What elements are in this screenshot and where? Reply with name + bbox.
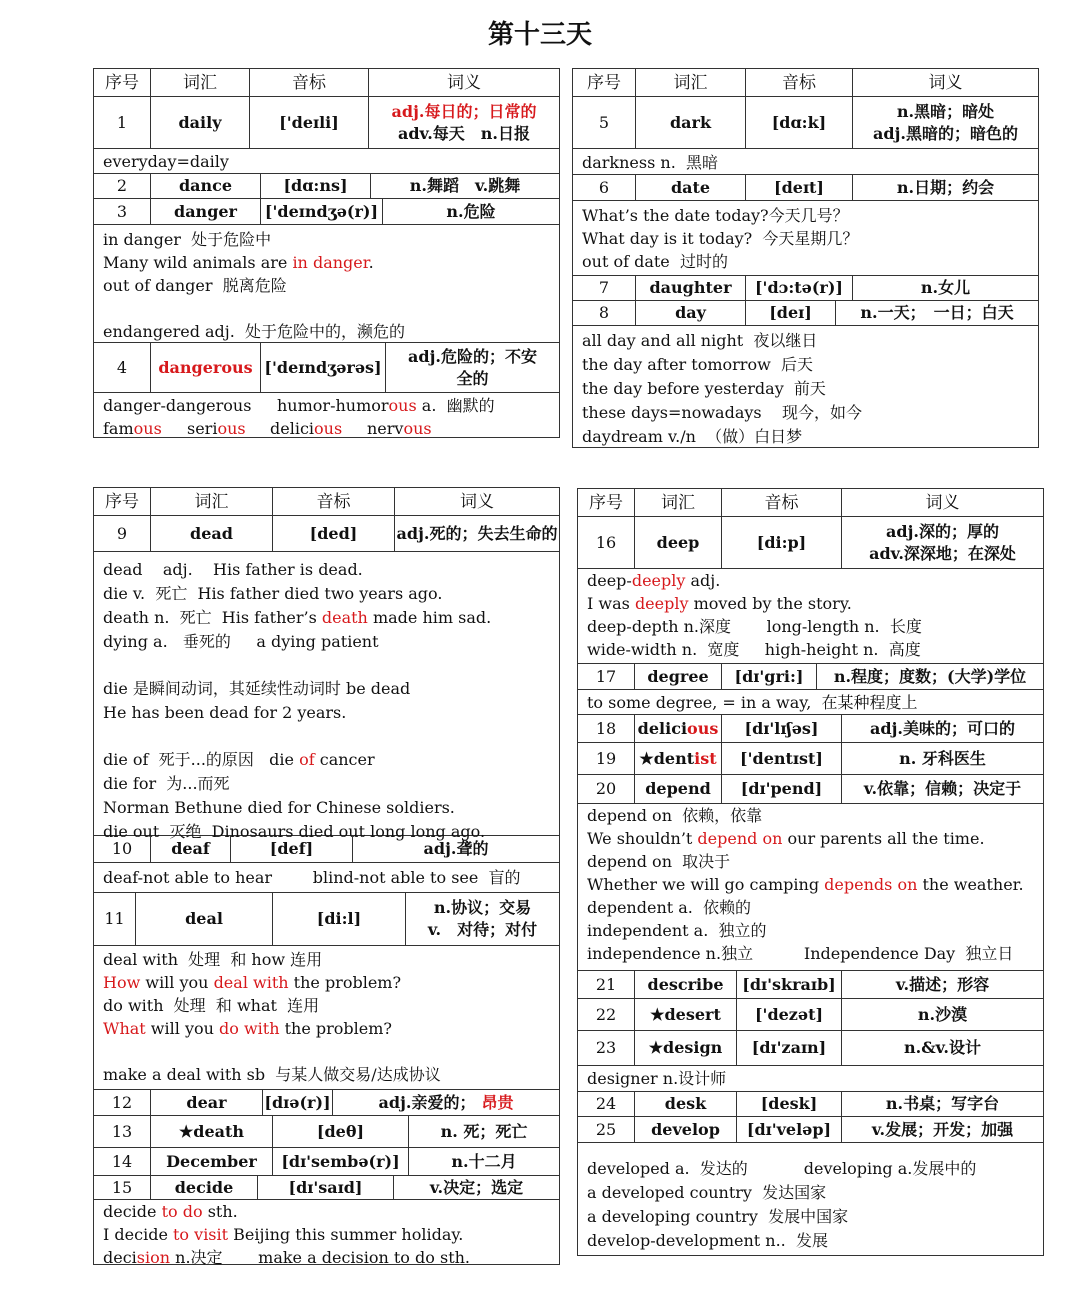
word-number: 25	[578, 1117, 635, 1142]
word-meaning	[842, 517, 1043, 568]
word-phonetic: [dɪ'pend]	[722, 775, 842, 803]
word-number: 22	[578, 999, 635, 1030]
word-row	[578, 743, 1043, 775]
note-block	[573, 201, 1038, 276]
note-line	[103, 606, 550, 630]
note-line: Norman Bethune died for Chinese soldiers.	[103, 798, 455, 817]
note-line: these days=nowadays 现今，如今	[582, 403, 862, 422]
word-part: ★dent	[639, 748, 695, 768]
note-text: will you	[140, 973, 214, 992]
note-text: .	[368, 253, 374, 272]
word-entry: dangerous	[151, 343, 261, 392]
word-row	[94, 893, 559, 946]
note-highlight: ous	[388, 396, 417, 415]
header-num: 序号	[94, 488, 151, 515]
word-number: 16	[578, 517, 635, 568]
word-row	[578, 664, 1043, 690]
word-phonetic: [dɪə(r)]	[263, 1090, 333, 1115]
word-row	[94, 1176, 559, 1200]
word-phonetic: [di:p]	[722, 517, 842, 568]
note-highlight: depend on	[697, 829, 783, 848]
note-line: independence n.独立 Independence Day 独立日	[587, 944, 1014, 963]
word-phonetic: [deθ]	[273, 1116, 409, 1147]
word-number: 23	[578, 1031, 635, 1065]
word-row	[573, 97, 1038, 149]
note-block	[573, 149, 1038, 175]
word-part: delici	[637, 718, 688, 738]
note-line: die v. 死亡 His father died two years ago.	[103, 584, 443, 603]
note-line: to some degree, = in a way, 在某种程度上	[587, 693, 918, 712]
note-line: out of danger 脱离危险	[103, 276, 287, 295]
meaning-line: v. 对待；对付	[427, 920, 538, 939]
word-phonetic: [dɪ'gri:]	[722, 664, 817, 689]
note-highlight: ous	[314, 419, 343, 438]
note-line: in danger 处于危险中	[103, 230, 272, 249]
word-meaning: n.舞蹈 v.跳舞	[409, 176, 521, 195]
word-phonetic: [deɪ]	[746, 301, 836, 325]
word-meaning: adj.美味的；可口的	[870, 718, 1015, 738]
note-block	[94, 552, 559, 841]
meaning-line: adj.每日的；日常的	[391, 101, 537, 121]
header-num: 序号	[94, 69, 151, 96]
header-meaning: 词义	[925, 492, 960, 513]
word-row	[578, 715, 1043, 743]
word-entry: danger	[151, 199, 261, 224]
note-highlight: of	[299, 750, 315, 769]
word-meaning	[369, 97, 559, 148]
note-line: die for 为...而死	[103, 774, 230, 793]
word-row	[94, 1090, 559, 1116]
word-phonetic: [dɪ'veləp]	[737, 1117, 842, 1142]
word-phonetic: [di:l]	[273, 893, 406, 945]
word-number: 1	[94, 97, 151, 148]
meaning-line: adj.亲爱的；	[378, 1092, 476, 1112]
note-block	[94, 393, 559, 437]
note-text: n.决定 make a decision to do sth.	[170, 1248, 471, 1267]
note-text: We shouldn’t	[587, 829, 698, 848]
word-number: 12	[94, 1090, 151, 1115]
header-meaning: 词义	[447, 72, 481, 93]
word-phonetic: ['dɔ:tə(r)]	[746, 276, 853, 300]
note-block	[578, 804, 1043, 971]
word-row	[94, 1116, 559, 1148]
word-phonetic: [def]	[231, 836, 353, 862]
word-phonetic: [desk]	[737, 1092, 842, 1116]
word-meaning: v.决定；选定	[429, 1177, 524, 1197]
word-highlight: ous	[687, 718, 719, 738]
word-number: 21	[578, 971, 635, 998]
header-meaning: 词义	[928, 72, 963, 93]
word-meaning: v.发展；开发；加强	[871, 1119, 1014, 1139]
word-row	[578, 999, 1043, 1031]
note-text: moved by the story.	[688, 594, 852, 613]
header-meaning: 词义	[460, 491, 494, 512]
note-line: developed a. 发达的 developing a.发展中的	[587, 1159, 977, 1178]
note-text: deci	[103, 1248, 137, 1267]
word-number: 2	[94, 174, 151, 198]
word-meaning: adj.聋的	[423, 839, 489, 858]
header-word: 词汇	[636, 69, 746, 96]
word-phonetic: [dɪ'saɪd]	[258, 1176, 394, 1199]
note-line: He has been dead for 2 years.	[103, 703, 347, 722]
note-highlight: death	[321, 608, 368, 627]
note-line: the day before yesterday 前天	[582, 379, 826, 398]
note-line: deal with 处理 和 how 连用	[103, 950, 323, 969]
note-text: fam	[103, 419, 134, 438]
note-line: the day after tomorrow 后天	[582, 355, 813, 374]
word-number: 20	[578, 775, 635, 803]
note-text: made him sad.	[367, 608, 492, 627]
word-row	[573, 301, 1038, 326]
note-text: nerv	[367, 419, 404, 438]
vocab-table-1	[93, 68, 560, 438]
note-highlight: How	[103, 973, 141, 992]
table-header	[94, 69, 559, 97]
word-phonetic: [dɪ'zaɪn]	[737, 1031, 842, 1065]
note-line: develop-development n.. 发展	[587, 1231, 828, 1250]
word-entry	[635, 743, 722, 774]
note-block	[578, 569, 1043, 664]
word-row	[94, 97, 559, 149]
note-text: humor-humor	[277, 396, 389, 415]
note-line	[103, 971, 550, 994]
meaning-line: adj.黑暗的；暗色的	[873, 123, 1018, 143]
vocab-table-3	[93, 487, 560, 1265]
word-row	[578, 1031, 1043, 1066]
note-line: a developed country 发达国家	[587, 1183, 827, 1202]
word-phonetic: ['deɪndʒərəs]	[261, 343, 386, 392]
word-entry: deal	[136, 893, 273, 945]
note-text: cancer	[314, 750, 375, 769]
note-highlight: ous	[217, 419, 246, 438]
word-row	[578, 1117, 1043, 1143]
note-line: daydream v./n （做）白日梦	[582, 427, 803, 446]
word-row	[94, 343, 559, 393]
note-line: designer n.设计师	[587, 1069, 727, 1088]
table-header	[578, 489, 1043, 517]
note-highlight: deeply	[631, 571, 686, 590]
word-phonetic: [dɑ:k]	[746, 97, 853, 148]
word-row	[578, 971, 1043, 999]
vocab-table-2	[572, 68, 1039, 448]
note-line	[587, 873, 1034, 896]
word-entry: depend	[635, 775, 722, 803]
word-meaning: n. 死；死亡	[440, 1121, 528, 1141]
header-word: 词汇	[635, 489, 722, 516]
word-entry: deep	[635, 517, 722, 568]
word-entry: deaf	[151, 836, 231, 862]
word-row	[94, 516, 559, 552]
note-text: I was	[587, 594, 635, 613]
word-entry: desk	[635, 1092, 737, 1116]
note-line	[103, 1200, 550, 1223]
note-line	[587, 569, 1034, 592]
word-meaning: n. 牙科医生	[899, 748, 986, 768]
vocab-table-4	[577, 488, 1044, 1256]
word-meaning: n.十二月	[451, 1151, 517, 1171]
word-entry: dark	[636, 97, 746, 148]
note-line	[587, 592, 1034, 615]
note-text: sth.	[202, 1202, 238, 1221]
header-word: 词汇	[151, 69, 250, 96]
note-line: make a deal with sb 与某人做交易/达成协议	[103, 1065, 441, 1084]
word-row	[94, 199, 559, 225]
word-meaning	[386, 343, 559, 392]
word-entry: decide	[151, 1176, 258, 1199]
note-text: deep-	[587, 571, 632, 590]
note-text: the problem?	[288, 973, 402, 992]
note-line: deaf-not able to hear blind-not able to see 盲的	[103, 868, 521, 887]
word-meaning: adj.死的；失去生命的	[396, 523, 558, 543]
note-highlight: What	[103, 1019, 146, 1038]
header-phonetic: 音标	[250, 69, 369, 96]
word-phonetic: ['deɪli]	[250, 97, 369, 148]
note-line: What’s the date today?今天几号？	[582, 206, 849, 225]
table-header	[94, 488, 559, 516]
note-block	[94, 149, 559, 174]
header-phonetic: 音标	[746, 69, 853, 96]
note-line: everyday=daily	[103, 152, 229, 171]
word-row	[578, 775, 1043, 804]
note-block	[578, 690, 1043, 715]
word-number: 9	[94, 516, 151, 551]
note-text: die of 死于...的原因 die	[103, 750, 300, 769]
note-block	[578, 1143, 1043, 1263]
word-entry: develop	[635, 1117, 737, 1142]
table-header	[573, 69, 1038, 97]
note-line: die 是瞬间动词，其延续性动词时 be dead	[103, 679, 411, 698]
note-line: darkness n. 黑暗	[582, 153, 718, 172]
note-line: do with 处理 和 what 连用	[103, 996, 320, 1015]
note-spacer	[103, 297, 550, 320]
note-line: dependent a. 依赖的	[587, 898, 752, 917]
word-meaning: n.女儿	[920, 278, 971, 297]
word-row	[573, 175, 1038, 201]
word-meaning	[406, 893, 559, 945]
word-entry	[635, 715, 722, 742]
word-entry: December	[151, 1148, 273, 1175]
word-meaning: n.日期；约会	[896, 177, 995, 197]
note-highlight: ous	[403, 419, 432, 438]
note-block	[94, 1200, 559, 1270]
word-number: 24	[578, 1092, 635, 1116]
note-line	[103, 251, 550, 274]
note-block	[573, 326, 1038, 450]
word-row	[578, 517, 1043, 569]
note-highlight: depends on	[824, 875, 918, 894]
meaning-line: adj.危险的；不安	[408, 346, 537, 366]
note-line	[103, 417, 550, 440]
note-highlight: to visit	[173, 1225, 229, 1244]
word-number: 3	[94, 199, 151, 224]
note-text: Beijing this summer holiday.	[228, 1225, 464, 1244]
note-line: die out 灭绝 Dinosaurs died out long long ago.	[103, 822, 486, 841]
word-meaning: n.沙漠	[917, 1004, 968, 1024]
note-text: the problem?	[279, 1019, 392, 1038]
note-line	[103, 1223, 550, 1246]
word-entry: daily	[151, 97, 250, 148]
note-line: depend on 依赖，依靠	[587, 806, 763, 825]
header-phonetic: 音标	[722, 489, 842, 516]
note-text: Many wild animals are	[103, 253, 293, 272]
word-number: 5	[573, 97, 636, 148]
note-line: What day is it today? 今天星期几？	[582, 229, 859, 248]
word-number: 15	[94, 1176, 151, 1199]
header-phonetic: 音标	[273, 488, 395, 515]
word-number: 6	[573, 175, 636, 200]
meaning-line: 昂贵	[481, 1092, 514, 1112]
word-phonetic: [deɪt]	[746, 175, 853, 200]
note-spacer	[103, 1040, 550, 1063]
note-line: endangered adj. 处于危险中的，濒危的	[103, 322, 406, 341]
word-meaning: n.&v.设计	[904, 1038, 981, 1057]
note-line	[587, 827, 1034, 850]
note-line: dying a. 垂死的 a dying patient	[103, 632, 379, 651]
word-entry: dear	[151, 1090, 263, 1115]
word-highlight: ist	[694, 748, 717, 768]
note-line: wide-width n. 宽度 high-height n. 高度	[587, 640, 921, 659]
word-row	[94, 1148, 559, 1176]
note-text: death n. 死亡 His father’s	[103, 608, 322, 627]
word-phonetic: [ded]	[273, 516, 395, 551]
word-number: 7	[573, 276, 636, 300]
word-entry: describe	[635, 971, 737, 998]
word-number: 19	[578, 743, 635, 774]
word-phonetic: [dɑ:ns]	[261, 174, 371, 198]
note-highlight: deal with	[213, 973, 289, 992]
word-entry: ★death	[151, 1116, 273, 1147]
note-highlight: do with	[219, 1019, 280, 1038]
note-text: seri	[187, 419, 218, 438]
word-entry: day	[636, 301, 746, 325]
note-highlight: sion	[136, 1248, 171, 1267]
word-entry: degree	[635, 664, 722, 689]
word-meaning: n.书桌；写字台	[885, 1094, 1000, 1113]
note-highlight: in danger	[292, 253, 369, 272]
note-text: danger-dangerous	[103, 396, 252, 415]
note-line	[103, 748, 550, 772]
meaning-line: n.黑暗；暗处	[896, 101, 995, 121]
word-phonetic: [dɪ'skraɪb]	[737, 971, 842, 998]
note-highlight: ous	[133, 419, 162, 438]
note-block	[94, 863, 559, 893]
note-line: all day and all night 夜以继日	[582, 331, 818, 350]
note-line: a developing country 发展中国家	[587, 1207, 849, 1226]
note-text: our parents all the time.	[782, 829, 985, 848]
word-row	[573, 276, 1038, 301]
word-entry: dance	[151, 174, 261, 198]
word-number: 14	[94, 1148, 151, 1175]
note-highlight: deeply	[634, 594, 689, 613]
word-number: 17	[578, 664, 635, 689]
word-row	[578, 1092, 1043, 1117]
note-text: will you	[145, 1019, 219, 1038]
word-entry: ★design	[635, 1031, 737, 1065]
meaning-line: adv.每天 n.日报	[397, 123, 531, 143]
note-block	[94, 225, 559, 343]
note-text: the weather.	[917, 875, 1024, 894]
note-line: out of date 过时的	[582, 252, 728, 271]
note-text: a. 幽默的	[416, 396, 495, 415]
note-line: deep-depth n.深度 long-length n. 长度	[587, 617, 922, 636]
word-meaning	[333, 1090, 559, 1115]
note-text: I decide	[103, 1225, 173, 1244]
word-phonetic: [dɪ'lɪʃəs]	[722, 715, 842, 742]
word-number: 8	[573, 301, 636, 325]
note-text: delici	[270, 419, 315, 438]
header-num: 序号	[578, 489, 635, 516]
note-spacer	[103, 654, 550, 677]
word-meaning: n.一天； 一日；白天	[860, 303, 1014, 322]
word-meaning: v.依靠；信赖；决定于	[863, 779, 1022, 798]
word-number: 10	[94, 836, 151, 862]
word-number: 4	[94, 343, 151, 392]
word-entry: dead	[151, 516, 273, 551]
note-line	[103, 1017, 550, 1040]
word-entry: daughter	[636, 276, 746, 300]
word-phonetic: [dɪ'sembə(r)]	[273, 1148, 409, 1175]
meaning-line: adv.深深地；在深处	[869, 543, 1016, 563]
word-number: 11	[94, 893, 136, 945]
note-line	[103, 1246, 550, 1269]
note-line: depend on 取决于	[587, 852, 731, 871]
note-line: dead adj. His father is dead.	[103, 560, 363, 579]
header-word: 词汇	[151, 488, 273, 515]
note-text: Whether we will go camping	[587, 875, 825, 894]
word-meaning: n.危险	[446, 201, 496, 221]
note-block	[578, 1066, 1043, 1092]
note-spacer	[103, 725, 550, 748]
note-line: independent a. 独立的	[587, 921, 767, 940]
note-block	[94, 946, 559, 1090]
word-meaning: n.程度；度数；(大学)学位	[833, 666, 1027, 686]
word-row	[94, 836, 559, 863]
word-meaning: v.描述；形容	[895, 974, 990, 994]
meaning-line: adj.深的；厚的	[886, 521, 999, 541]
note-line	[103, 394, 550, 417]
note-highlight: to do	[161, 1202, 203, 1221]
word-phonetic: ['dezət]	[737, 999, 842, 1030]
word-row	[94, 174, 559, 199]
note-text: adj.	[685, 571, 721, 590]
header-num: 序号	[573, 69, 636, 96]
page-title: 第十三天	[487, 20, 592, 50]
meaning-line: 全的	[456, 368, 489, 388]
word-meaning	[853, 97, 1038, 148]
word-entry: date	[636, 175, 746, 200]
word-entry: ★desert	[635, 999, 737, 1030]
word-number: 18	[578, 715, 635, 742]
meaning-line: n.协议；交易	[433, 898, 532, 917]
note-text: decide	[103, 1202, 162, 1221]
word-phonetic: ['deɪndʒə(r)]	[261, 199, 383, 224]
word-number: 13	[94, 1116, 151, 1147]
word-phonetic: ['dentɪst]	[722, 743, 842, 774]
